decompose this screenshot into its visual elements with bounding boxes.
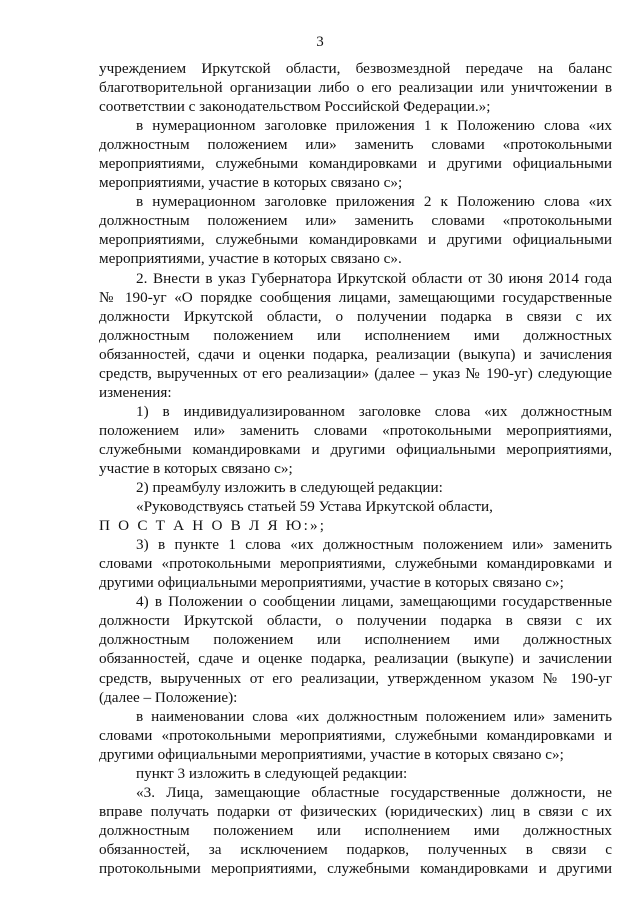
text-line: обязанностей, за исключением подарков, полученных в связи с: [99, 840, 612, 858]
text-line: обязанностей, сдачи и оценки подарка, реализации (выкупа) и зачисления: [99, 345, 612, 363]
text-line: 4) в Положении о сообщении лицами, замещающими государственные: [136, 593, 612, 611]
text-line: мероприятиями, участие в которых связано с».: [99, 250, 402, 268]
text-line: обязанностей, сдаче и оценке подарка, реализации (выкупе) и зачислении: [99, 650, 612, 668]
text-line: 2) преамбулу изложить в следующей редакции:: [136, 479, 443, 497]
text-line: мероприятиями, служебными командировками и другими официальными: [99, 231, 612, 249]
text-line: служебными командировками и другими официальными мероприятиями,: [99, 440, 612, 458]
text-line: благотворительной организации либо о его реализации или уничтожении в: [99, 79, 612, 97]
text-line: пункт 3 изложить в следующей редакции:: [136, 764, 408, 782]
text-line: должностным положением или исполнением ими должностных: [99, 326, 612, 344]
text-line: средств, вырученных от его реализации, утвержденном указом № 190-уг: [99, 669, 612, 687]
text-line: должности Иркутской области, о получении подарка в связи с их: [99, 307, 612, 325]
text-line: положением или» заменить словами «протокольными мероприятиями,: [99, 421, 612, 439]
text-line: в нумерационном заголовке приложения 1 к Положению слова «их: [136, 117, 612, 135]
text-line: учреждением Иркутской области, безвозмездной передаче на баланс: [99, 60, 612, 77]
text-line: словами «протокольными мероприятиями, служебными командировками и: [99, 555, 612, 573]
text-line: «Руководствуясь статьей 59 Устава Иркутской области,: [136, 498, 493, 516]
text-line: мероприятиями, служебными командировками и другими официальными: [99, 155, 612, 173]
text-line: соответствии с законодательством Российской Федерации.»;: [99, 98, 491, 116]
text-line: № 190-уг «О порядке сообщения лицами, замещающими государственные: [99, 288, 612, 306]
text-line: средств, вырученных от его реализации» (далее – указ № 190-уг) следующие: [99, 364, 612, 382]
text-line: (далее – Положение):: [99, 688, 238, 706]
text-line: должностным положением или» заменить словами «протокольными: [99, 212, 612, 230]
text-line: «3. Лица, замещающие областные государственные должности, не: [136, 783, 612, 801]
text-line: П О С Т А Н О В Л Я Ю:»;: [99, 517, 327, 535]
text-line: участие в которых связано с»;: [99, 459, 293, 477]
text-line: вправе получать подарки от физических (юридических) лиц в связи с их: [99, 802, 612, 820]
text-line: мероприятиями, участие в которых связано с»;: [99, 174, 403, 192]
text-line: 1) в индивидуализированном заголовке слова «их должностным: [136, 402, 612, 420]
text-line: в нумерационном заголовке приложения 2 к Положению слова «их: [136, 193, 612, 211]
text-line: должностным положением или» заменить словами «протокольными: [99, 136, 612, 154]
text-line: 3) в пункте 1 слова «их должностным положением или» заменить: [136, 536, 612, 554]
text-line: должностным положением или исполнением ими должностных: [99, 821, 612, 839]
text-line: словами «протокольными мероприятиями, служебными командировками и: [99, 726, 612, 744]
text-line: протокольными мероприятиями, служебными командировками и другими: [99, 859, 612, 877]
document-body: [99, 59, 612, 878]
page-number: 3: [316, 34, 324, 50]
text-line: другими официальными мероприятиями, участие в которых связано с»;: [99, 574, 564, 592]
text-line: в наименовании слова «их должностным положением или» заменить: [136, 707, 612, 725]
text-line: другими официальными мероприятиями, участие в которых связано с»;: [99, 745, 564, 763]
text-line: изменения:: [99, 383, 172, 401]
text-line: должностным положением или исполнением ими должностных: [99, 631, 612, 649]
text-line: должности Иркутской области, о получении подарка в связи с их: [99, 612, 612, 630]
text-line: 2. Внести в указ Губернатора Иркутской области от 30 июня 2014 года: [136, 269, 612, 287]
